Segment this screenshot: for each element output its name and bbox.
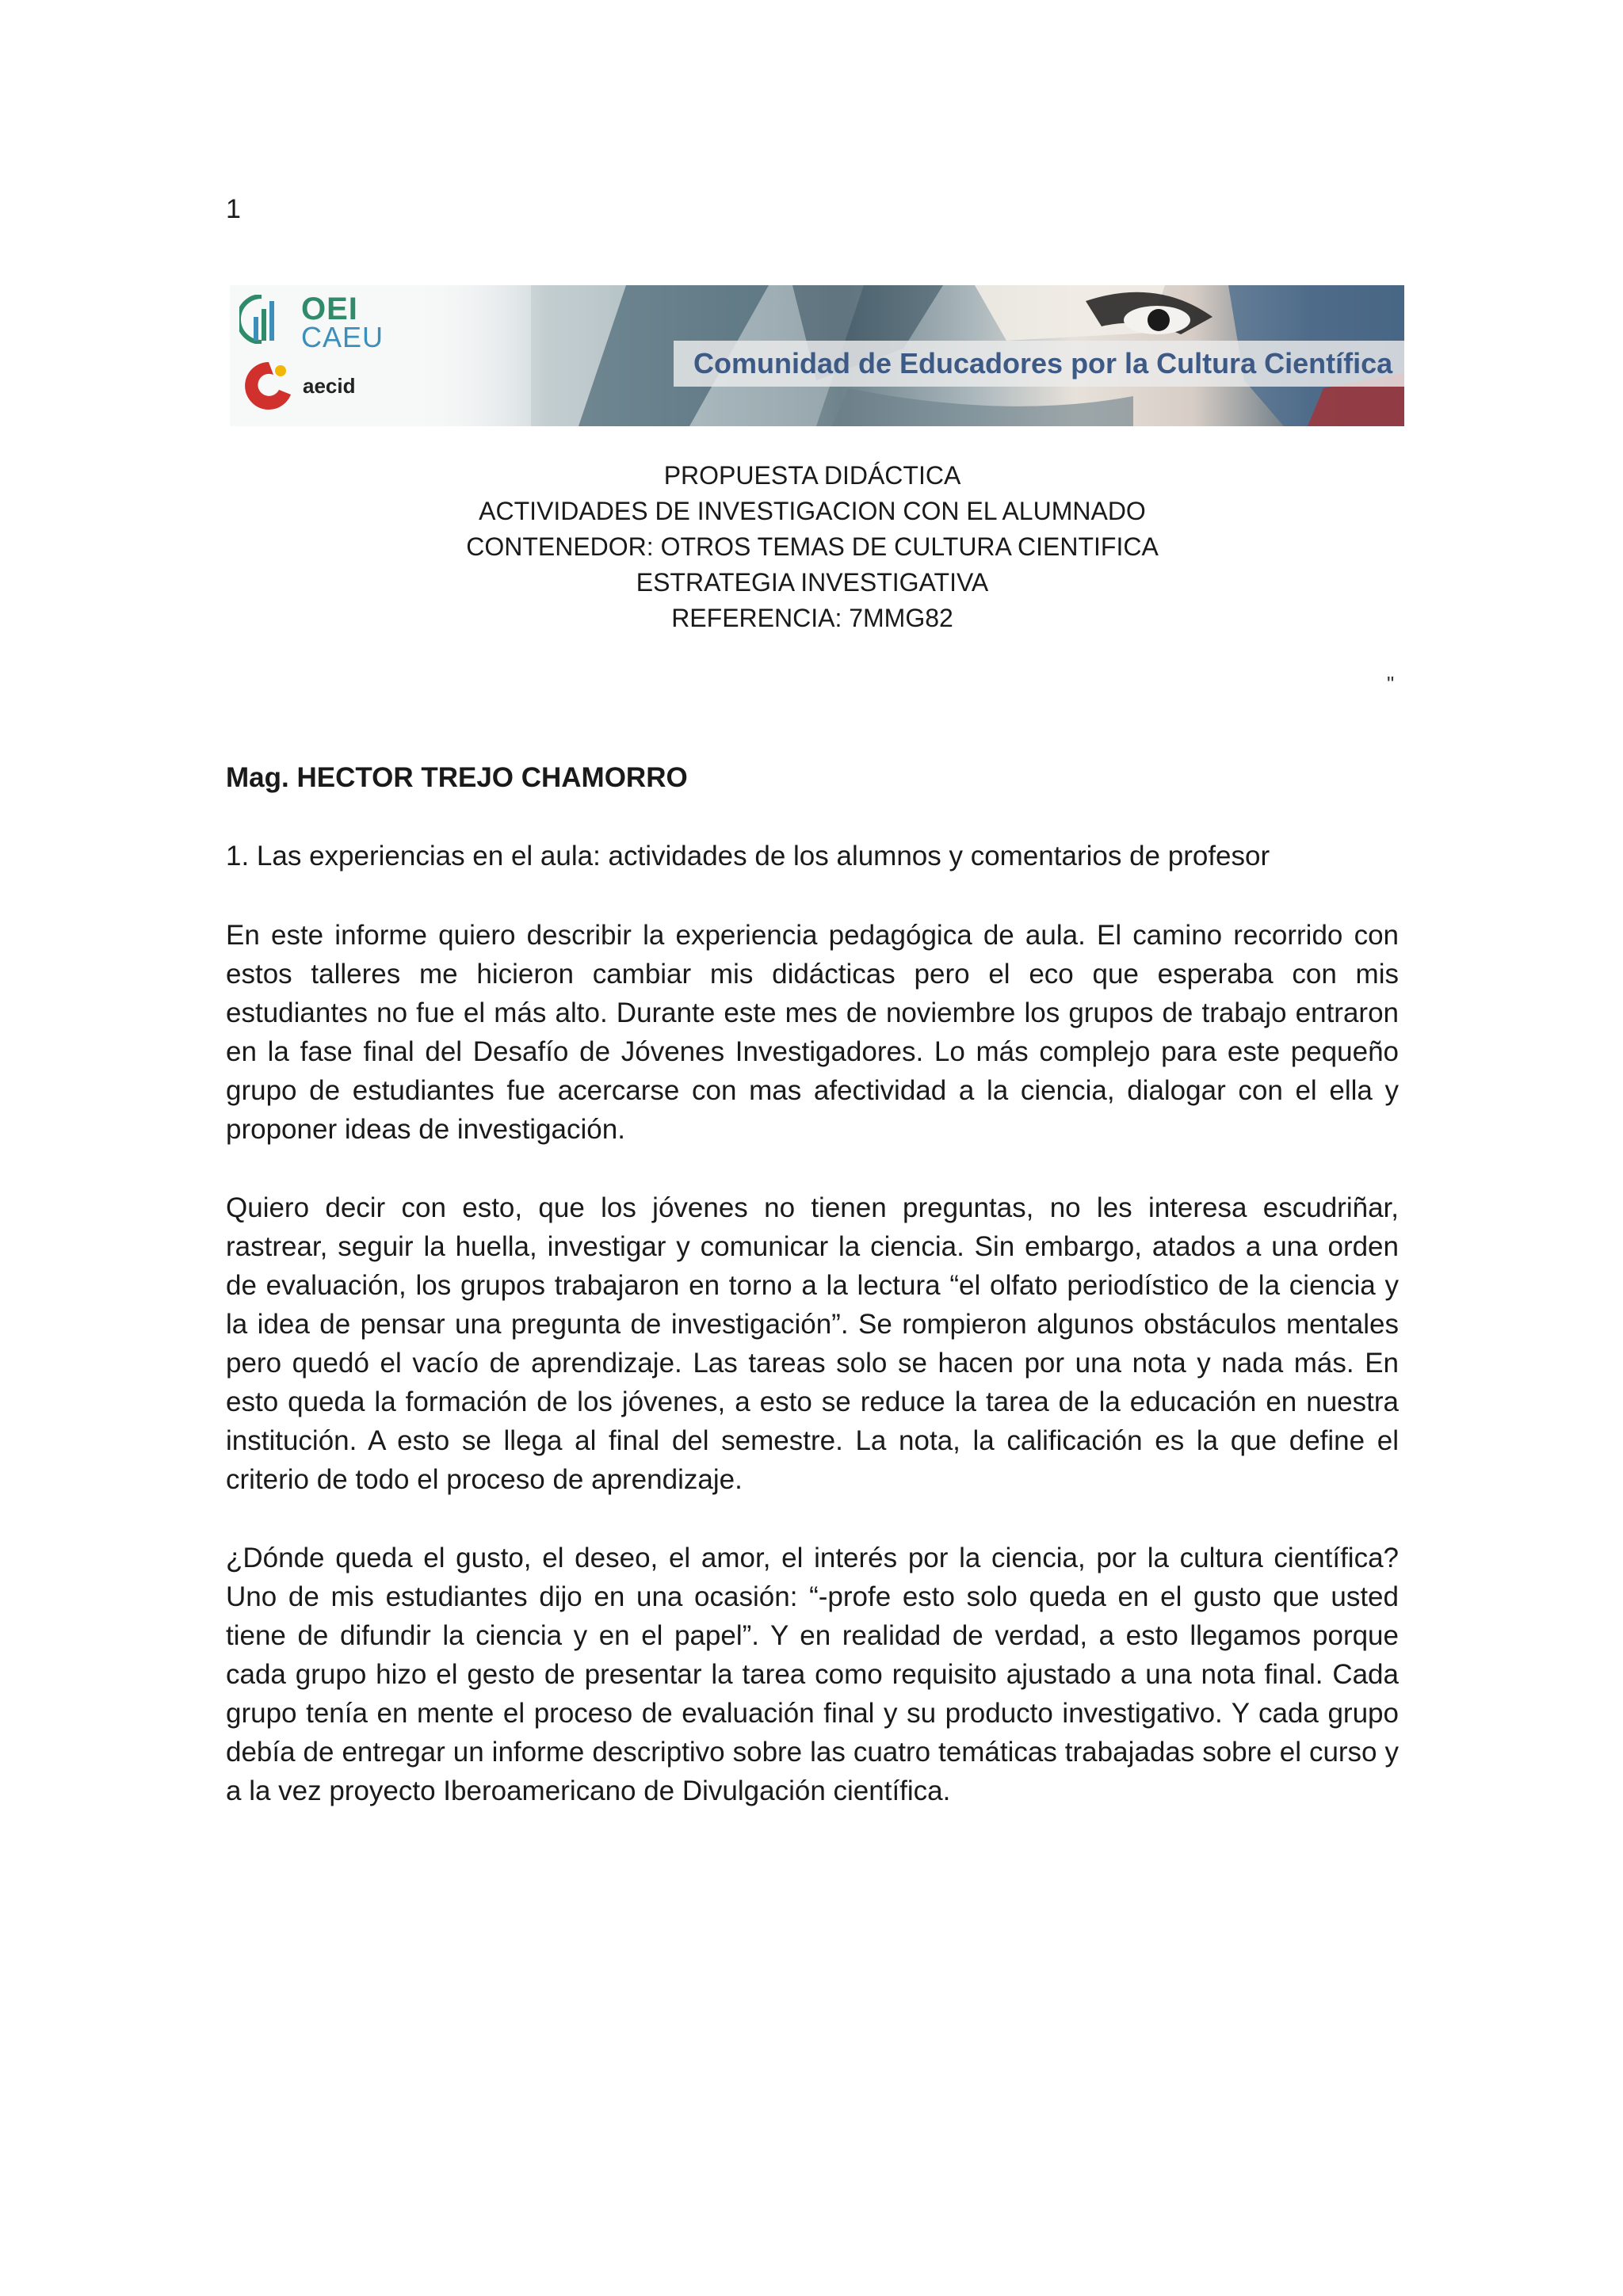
aecid-logo-icon xyxy=(241,358,296,414)
paragraph-2: Quiero decir con esto, que los jóvenes no tienen preguntas, no les interesa escudriñar, rastrear, seguir la huella, investigar y comunicar la ciencia. Sin embargo, atados a una orden de evaluación, los grupos trabajaron en torno a la lectura “el olfato periodístico de la ciencia y la idea de pensar una pregunta de investigación”. Se rompieron algunos obstáculos mentales pero quedó el vacío de aprendizaje. Las tareas solo se hacen por una nota y nada más. En esto queda la formación de los jóvenes, a esto se reduce la tarea de la educación en nuestra institución. A esto se llega al final del semestre. La nota, la calificación es la que define el criterio de todo el proceso de aprendizaje. xyxy=(226,1192,1399,1495)
header-line-proposal: PROPUESTA DIDÁCTICA xyxy=(663,461,961,490)
document-header xyxy=(230,458,1395,636)
page-number: 1 xyxy=(226,194,241,224)
author-name: Mag. HECTOR TREJO CHAMORRO xyxy=(226,762,688,793)
caeu-logo-text: CAEU xyxy=(301,321,384,353)
header-banner xyxy=(230,285,1404,426)
stray-quote-mark: " xyxy=(1387,672,1395,696)
header-line-activities: ACTIVIDADES DE INVESTIGACION CON EL ALUMNADO xyxy=(479,497,1146,525)
banner-title: Comunidad de Educadores por la Cultura Científica xyxy=(693,347,1393,379)
section-heading: 1. Las experiencias en el aula: actividades de los alumnos y comentarios de profesor xyxy=(226,841,1270,871)
paragraph-1: En este informe quiero describir la experiencia pedagógica de aula. El camino recorrido con estos talleres me hicieron cambiar mis didácticas pero el eco que esperaba con mis estudiantes no fue el más alto. Durante este mes de noviembre los grupos de trabajo entraron en la fase final del Desafío de Jóvenes Investigadores. Lo más complejo para este pequeño grupo de estudiantes fue acercarse con mas afectividad a la ciencia, dialogar con el ella y proponer ideas de investigación. xyxy=(226,920,1399,1145)
oei-logo-icon xyxy=(239,295,284,344)
header-line-reference: REFERENCIA: 7MMG82 xyxy=(671,604,953,632)
aecid-logo-text: aecid xyxy=(303,374,356,398)
oei-logo-text: OEI xyxy=(301,292,358,326)
logo-panel-fade xyxy=(420,285,547,426)
header-line-container: CONTENEDOR: OTROS TEMAS DE CULTURA CIENTIFICA xyxy=(466,532,1159,561)
header-line-strategy: ESTRATEGIA INVESTIGATIVA xyxy=(636,568,989,597)
paragraph-3: ¿Dónde queda el gusto, el deseo, el amor, el interés por la ciencia, por la cultura científica? Uno de mis estudiantes dijo en una ocasión: “-profe esto solo queda en el gusto que usted tiene de difundir la ciencia y en el papel”. Y en realidad de verdad, a esto llegamos porque cada grupo hizo el gesto de presentar la tarea como requisito ajustado a una nota final. Cada grupo tenía en mente el proceso de evaluación final y su producto investigativo. Y cada grupo debía de entregar un informe descriptivo sobre las cuatro temáticas trabajadas sobre el curso y a la vez proyecto Iberoamericano de Divulgación científica. xyxy=(226,1543,1399,1806)
